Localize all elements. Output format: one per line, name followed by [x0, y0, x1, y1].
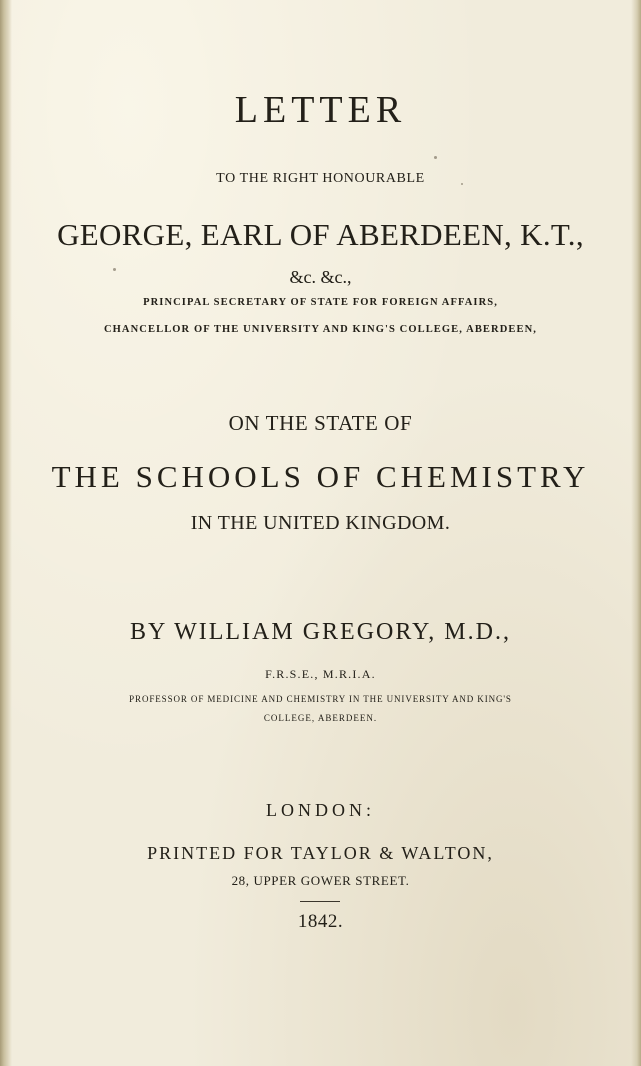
recipient-office-2: CHANCELLOR OF THE UNIVERSITY AND KING'S COLLEGE, ABERDEEN, [103, 324, 538, 335]
author-position-2: COLLEGE, ABERDEEN. [263, 713, 378, 723]
imprint-year: 1842. [297, 911, 344, 932]
recipient-office-1: PRINCIPAL SECRETARY OF STATE FOR FOREIGN AFFAIRS, [143, 297, 498, 308]
subject-intro: ON THE STATE OF [228, 411, 413, 435]
imprint-city: LONDON: [266, 800, 375, 820]
subject-place: IN THE UNITED KINGDOM. [190, 512, 451, 534]
imprint-address: 28, UPPER GOWER STREET. [231, 873, 410, 888]
ink-speck [461, 183, 463, 185]
ink-speck [113, 268, 116, 271]
author-honours: F.R.S.E., M.R.I.A. [265, 667, 376, 681]
author-position-1: PROFESSOR OF MEDICINE AND CHEMISTRY IN THE UNIVERSITY AND KING'S [129, 694, 512, 704]
imprint-rule [300, 901, 340, 902]
author-line: BY WILLIAM GREGORY, M.D., [130, 619, 511, 645]
recipient-name: GEORGE, EARL OF ABERDEEN, K.T., [57, 217, 584, 252]
dedication-to: TO THE RIGHT HONOURABLE [216, 171, 425, 186]
heading: LETTER [234, 89, 407, 131]
imprint-printer: PRINTED FOR TAYLOR & WALTON, [147, 843, 494, 863]
ink-speck [434, 156, 437, 159]
subject-main: THE SCHOOLS OF CHEMISTRY [51, 459, 590, 494]
recipient-etc: &c. &c., [289, 267, 352, 287]
